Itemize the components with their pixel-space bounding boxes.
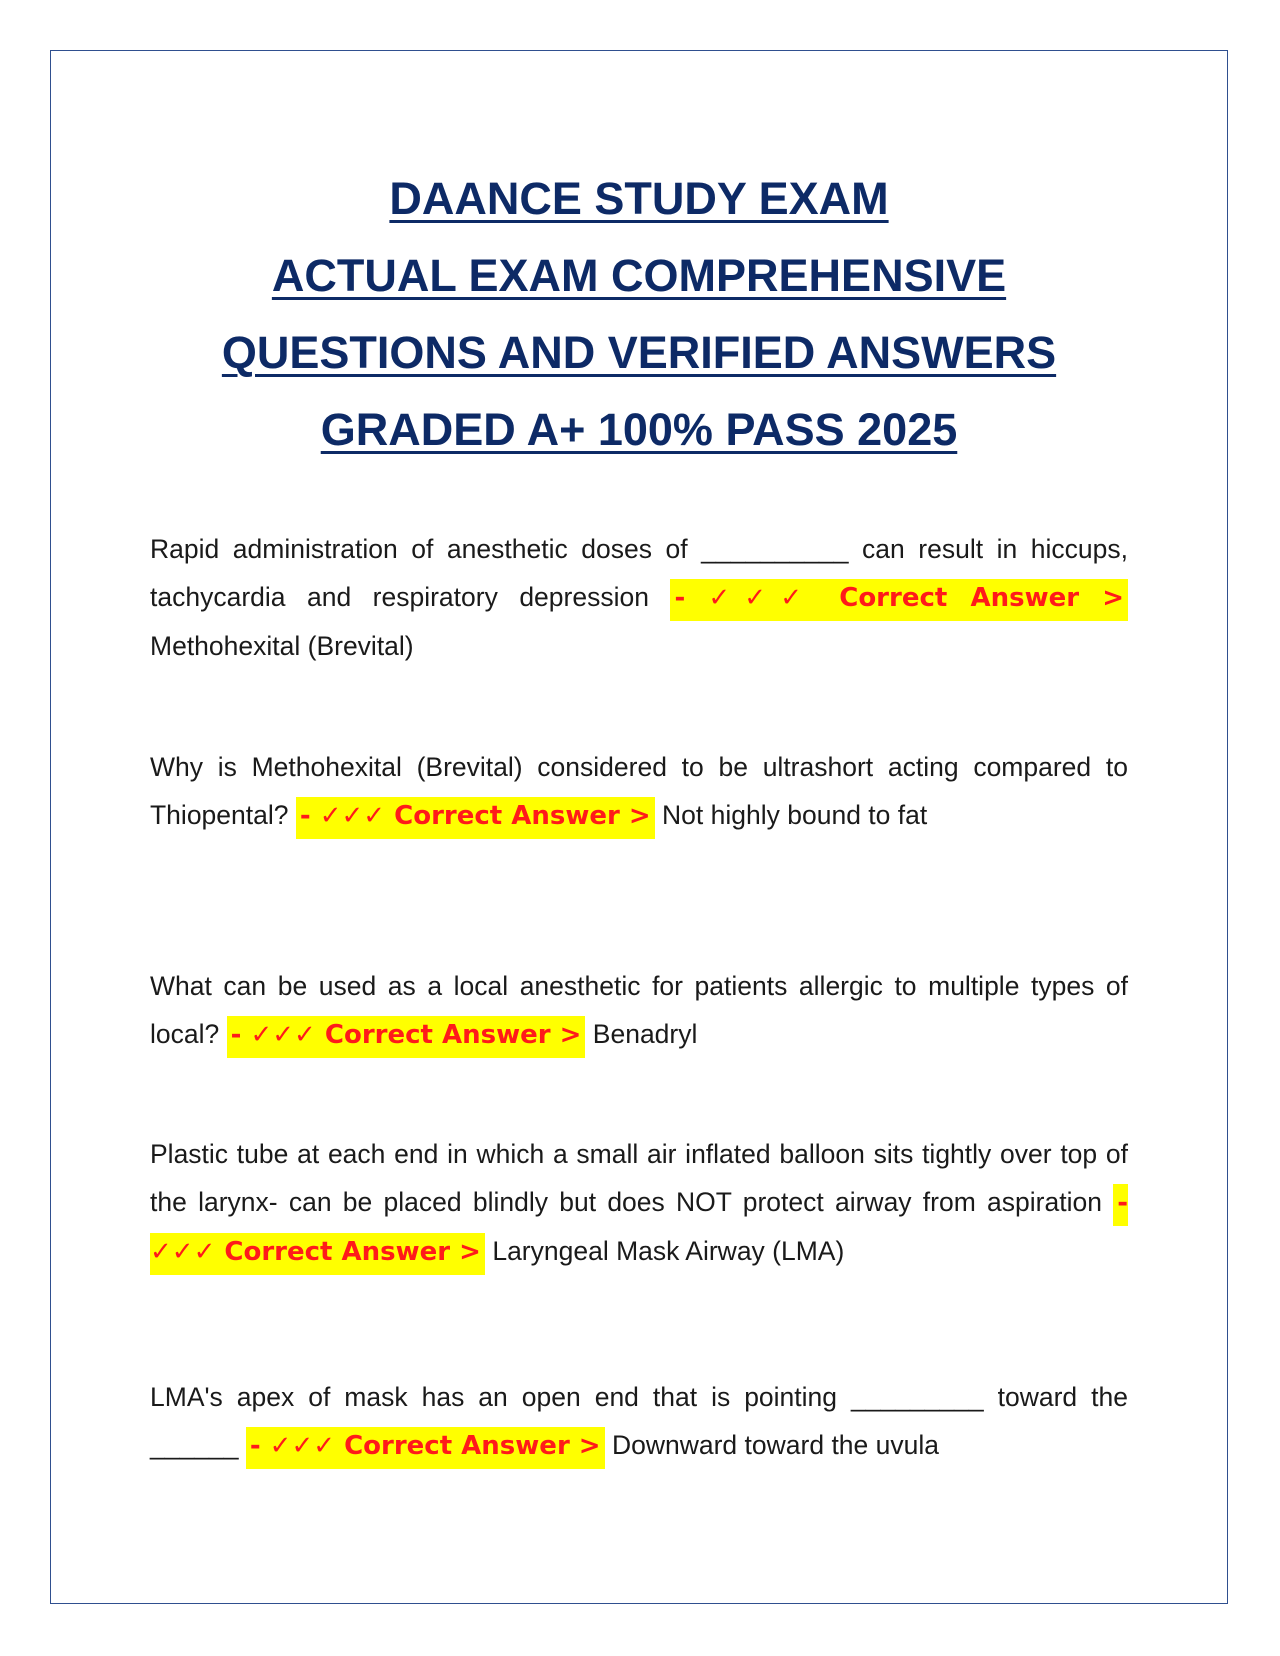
qa-item-2 bbox=[150, 743, 1128, 840]
answer-text: Not highly bound to fat bbox=[662, 800, 928, 830]
qa-item-5 bbox=[150, 1373, 1128, 1470]
answer-text: Benadryl bbox=[592, 1019, 698, 1049]
qa-item-4 bbox=[150, 1130, 1128, 1276]
document-title bbox=[50, 160, 1228, 468]
answer-text: Methohexital (Brevital) bbox=[150, 631, 414, 661]
correct-answer-marker: - ✓✓✓ Correct Answer > bbox=[227, 1016, 586, 1058]
qa-item-3 bbox=[150, 962, 1128, 1059]
question-text: Why is Methohexital (Brevital) considered to be ultrashort acting compared to Thiopental? bbox=[150, 752, 1128, 830]
qa-item-1 bbox=[150, 525, 1128, 670]
correct-answer-marker: - ✓✓✓ Correct Answer > bbox=[150, 1184, 1128, 1275]
correct-answer-marker: - ✓✓✓ Correct Answer > bbox=[296, 797, 655, 839]
title-line-2: ACTUAL EXAM COMPREHENSIVE bbox=[271, 250, 1007, 301]
question-text: LMA's apex of mask has an open end that is pointing _________ toward the ______ bbox=[150, 1382, 1128, 1460]
title-line-4: GRADED A+ 100% PASS 2025 bbox=[320, 404, 958, 455]
question-text: Rapid administration of anesthetic doses of __________ can result in hiccups, tachycardia and respiratory depression bbox=[150, 534, 1128, 612]
question-text: Plastic tube at each end in which a small air inflated balloon sits tightly over top of the larynx- can be placed blindly but does NOT protect airway from aspiration bbox=[150, 1139, 1128, 1217]
correct-answer-marker: - ✓✓✓ Correct Answer > bbox=[670, 579, 1128, 621]
answer-text: Laryngeal Mask Airway (LMA) bbox=[492, 1236, 845, 1266]
question-text: What can be used as a local anesthetic for patients allergic to multiple types of local? bbox=[150, 971, 1128, 1049]
title-line-3: QUESTIONS AND VERIFIED ANSWERS bbox=[221, 327, 1057, 378]
answer-text: Downward toward the uvula bbox=[611, 1430, 939, 1460]
correct-answer-marker: - ✓✓✓ Correct Answer > bbox=[246, 1427, 605, 1469]
title-line-1: DAANCE STUDY EXAM bbox=[389, 173, 889, 224]
